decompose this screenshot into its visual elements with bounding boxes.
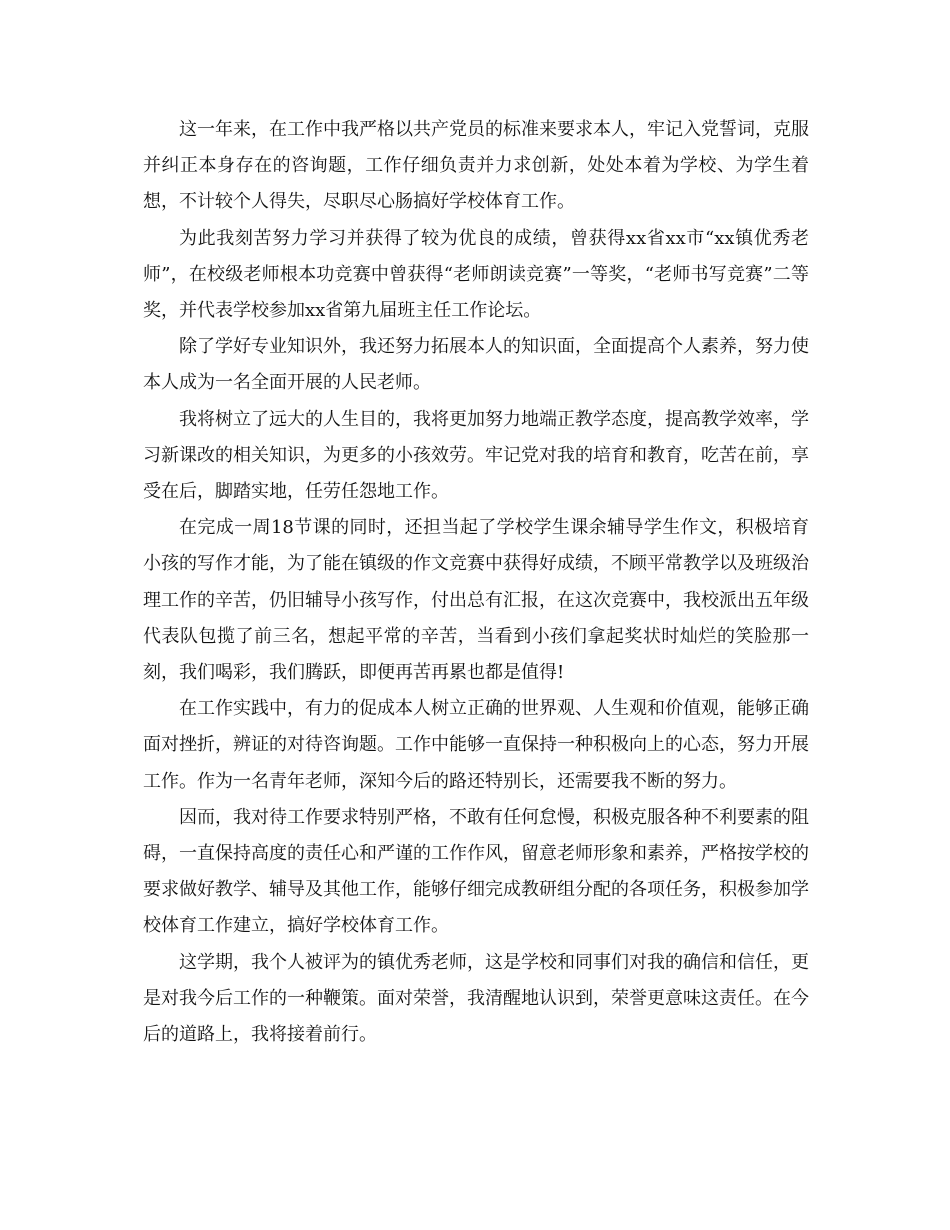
paragraph-4: 我将树立了远大的人生目的，我将更加努力地端正教学态度，提高教学效率，学习新课改的相关知识，为更多的小孩效劳。牢记党对我的培育和教育，吃苦在前，享受在后，脚踏实地，任劳任怨地工作。 bbox=[143, 408, 809, 503]
paragraph-5: 在完成一周18节课的同时，还担当起了学校学生课余辅导学生作文，积极培育小孩的写作才能，为了能在镇级的作文竞赛中获得好成绩，不顾平常教学以及班级治理工作的辛苦，仍旧辅导小孩写作，付出总有汇报，在这次竞赛中，我校派出五年级代表队包揽了前三名，想起平常的辛苦，当看到小孩们拿起奖状时灿烂的笑脸那一刻，我们喝彩，我们腾跃，即便再苦再累也都是值得! bbox=[143, 517, 809, 684]
paragraph-6: 在工作实践中，有力的促成本人树立正确的世界观、人生观和价值观，能够正确面对挫折，辨证的对待咨询题。工作中能够一直保持一种积极向上的心态，努力开展工作。作为一名青年老师，深知今后的路还特别长，还需要我不断的努力。 bbox=[143, 698, 809, 792]
paragraph-1: 这一年来，在工作中我严格以共产党员的标准来要求本人，牢记入党誓词，克服并纠正本身存在的咨询题，工作仔细负责并力求创新，处处本着为学校、为学生着想，不计较个人得失，尽职尽心肠搞好学校体育工作。 bbox=[143, 119, 809, 213]
document-body bbox=[143, 112, 809, 1053]
paragraph-3: 除了学好专业知识外，我还努力拓展本人的知识面，全面提高个人素养，努力使本人成为一名全面开展的人民老师。 bbox=[143, 336, 809, 394]
paragraph-7: 因而，我对待工作要求特别严格，不敢有任何怠慢，积极克服各种不利要素的阻碍，一直保持高度的责任心和严谨的工作作风，留意老师形象和素养，严格按学校的要求做好教学、辅导及其他工作，能够仔细完成教研组分配的各项任务，积极参加学校体育工作建立，搞好学校体育工作。 bbox=[143, 806, 809, 937]
paragraph-2: 为此我刻苦努力学习并获得了较为优良的成绩，曾获得xx省xx市“xx镇优秀老师”，在校级老师根本功竞赛中曾获得“老师朗读竞赛”一等奖，“老师书写竞赛”二等奖，并代表学校参加xx省第九届班主任工作论坛。 bbox=[143, 227, 809, 322]
paragraph-8: 这学期，我个人被评为的镇优秀老师，这是学校和同事们对我的确信和信任，更是对我今后工作的一种鞭策。面对荣誉，我清醒地认识到，荣誉更意味这责任。在今后的道路上，我将接着前行。 bbox=[143, 951, 809, 1046]
